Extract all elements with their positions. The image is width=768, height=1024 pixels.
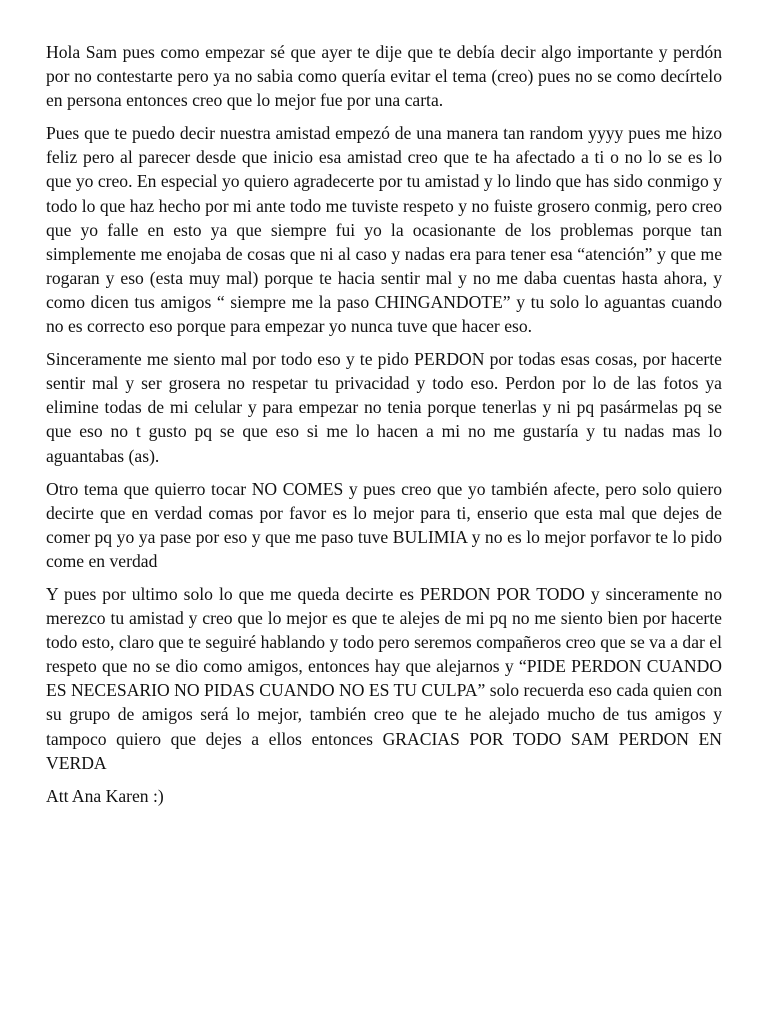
paragraph-friendship: Pues que te puedo decir nuestra amistad empezó de una manera tan random yyyy pues me hizo feliz pero al parecer desde que inicio esa amistad creo que te ha afectado a ti o no lo se es lo que yo creo. En especial yo quiero agradecerte por tu amistad y lo lindo que has sido conmigo y todo lo que haz hecho por mi ante todo me tuviste respeto y no fuiste grosero conmig, pero creo que yo falle en esto ya que siempre fui yo la ocasionante de los problemas porque tan simplemente me enojaba de cosas que ni al caso y nadas era para tener esa “atención” y que me rogaran y eso (esta muy mal) porque te hacia sentir mal y no me daba cuentas hasta ahora, y como dicen tus amigos “ siempre me la paso CHINGANDOTE” y tu solo lo aguantas cuando no es correcto eso porque para empezar yo nunca tuve que hacer eso. [46, 123, 722, 337]
paragraph-greeting: Hola Sam pues como empezar sé que ayer te dije que te debía decir algo importante y perdón por no contestarte pero ya no sabia como quería evitar el tema (creo) pues no se como decírtelo en persona entonces creo que lo mejor fue por una carta. [46, 42, 722, 111]
signature: Att Ana Karen :) [46, 785, 164, 806]
paragraph-eating: Otro tema que quierro tocar NO COMES y pues creo que yo también afecte, pero solo quiero decirte que en verdad comas por favor es lo mejor para ti, enserio que esta mal que dejes de comer pq yo ya pase por eso y que me paso tuve BULIMIA y no es lo mejor porfavor te lo pido come en verdad [46, 478, 722, 571]
paragraph-farewell: Y pues por ultimo solo lo que me queda decirte es PERDON POR TODO y sinceramente no merezco tu amistad y creo que lo mejor es que te alejes de mi pq no me siento bien por hacerte todo esto, claro que te seguiré hablando y todo pero seremos compañeros creo que se va a dar el respeto que no se dio como amigos, entonces hay que alejarnos y “PIDE PERDON CUANDO ES NECESARIO NO PIDAS CUANDO NO ES TU CULPA” solo recuerda eso cada quien con su grupo de amigos será lo mejor, también creo que te he alejado mucho de tus amigos y tampoco quiero que dejes a ellos entonces GRACIAS POR TODO SAM PERDON EN VERDA [46, 583, 722, 773]
paragraph-apology: Sinceramente me siento mal por todo eso y te pido PERDON por todas esas cosas, por hacerte sentir mal y ser grosera no respetar tu privacidad y todo eso. Perdon por lo de las fotos ya elimine todas de mi celular y para empezar no tenia porque tenerlas y ni pq pasármelas pq se que eso no t gusto pq se que eso si me lo hacen a mi no me gustaría y tu nadas mas lo aguantabas (as). [46, 349, 722, 466]
